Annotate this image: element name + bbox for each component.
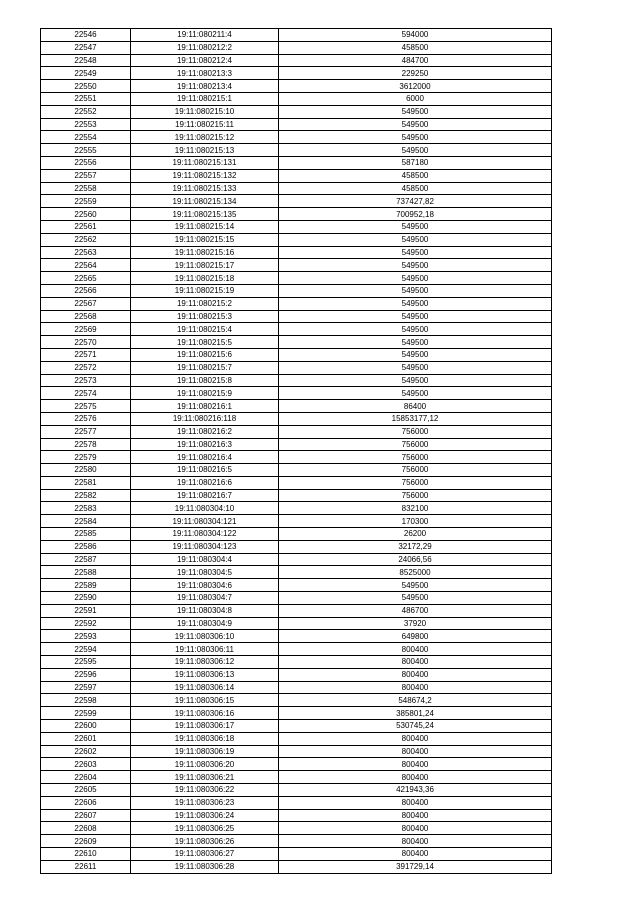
row-number-cell: 22601: [41, 732, 131, 745]
row-number-cell: 22579: [41, 451, 131, 464]
value-cell: 24066,56: [279, 553, 552, 566]
table-row: [41, 272, 552, 285]
value-cell: 32172,29: [279, 540, 552, 553]
table-row: [41, 553, 552, 566]
table-row: [41, 195, 552, 208]
cadastral-number-cell: 19:11:080215:133: [131, 182, 279, 195]
value-cell: 37920: [279, 617, 552, 630]
value-cell: 800400: [279, 656, 552, 669]
value-cell: 458500: [279, 182, 552, 195]
value-cell: 587180: [279, 156, 552, 169]
table-row: [41, 54, 552, 67]
value-cell: 800400: [279, 643, 552, 656]
cadastral-number-cell: 19:11:080215:9: [131, 387, 279, 400]
cadastral-number-cell: 19:11:080306:14: [131, 681, 279, 694]
table-row: [41, 464, 552, 477]
value-cell: 486700: [279, 604, 552, 617]
cadastral-number-cell: 19:11:080304:4: [131, 553, 279, 566]
value-cell: 549500: [279, 361, 552, 374]
row-number-cell: 22591: [41, 604, 131, 617]
cadastral-number-cell: 19:11:080215:19: [131, 284, 279, 297]
row-number-cell: 22551: [41, 92, 131, 105]
value-cell: 800400: [279, 745, 552, 758]
value-cell: 756000: [279, 489, 552, 502]
row-number-cell: 22585: [41, 528, 131, 541]
row-number-cell: 22598: [41, 694, 131, 707]
cadastral-number-cell: 19:11:080215:4: [131, 323, 279, 336]
table-row: [41, 118, 552, 131]
value-cell: 15853177,12: [279, 412, 552, 425]
row-number-cell: 22559: [41, 195, 131, 208]
row-number-cell: 22583: [41, 502, 131, 515]
value-cell: 549500: [279, 592, 552, 605]
row-number-cell: 22548: [41, 54, 131, 67]
cadastral-number-cell: 19:11:080304:5: [131, 566, 279, 579]
row-number-cell: 22597: [41, 681, 131, 694]
row-number-cell: 22593: [41, 630, 131, 643]
table-row: [41, 246, 552, 259]
table-row: [41, 67, 552, 80]
row-number-cell: 22570: [41, 336, 131, 349]
row-number-cell: 22590: [41, 592, 131, 605]
cadastral-number-cell: 19:11:080215:14: [131, 220, 279, 233]
value-cell: 549500: [279, 348, 552, 361]
row-number-cell: 22553: [41, 118, 131, 131]
row-number-cell: 22609: [41, 835, 131, 848]
cadastral-number-cell: 19:11:080306:16: [131, 707, 279, 720]
value-cell: 800400: [279, 758, 552, 771]
table-row: [41, 809, 552, 822]
value-cell: 594000: [279, 29, 552, 42]
table-body: [41, 29, 552, 874]
cadastral-number-cell: 19:11:080215:134: [131, 195, 279, 208]
value-cell: 229250: [279, 67, 552, 80]
table-row: [41, 361, 552, 374]
value-cell: 700952,18: [279, 208, 552, 221]
row-number-cell: 22555: [41, 144, 131, 157]
cadastral-number-cell: 19:11:080215:10: [131, 105, 279, 118]
value-cell: 549500: [279, 272, 552, 285]
cadastral-number-cell: 19:11:080215:1: [131, 92, 279, 105]
cadastral-number-cell: 19:11:080306:24: [131, 809, 279, 822]
cadastral-number-cell: 19:11:080306:22: [131, 784, 279, 797]
row-number-cell: 22562: [41, 233, 131, 246]
value-cell: 649800: [279, 630, 552, 643]
row-number-cell: 22571: [41, 348, 131, 361]
value-cell: 549500: [279, 323, 552, 336]
row-number-cell: 22569: [41, 323, 131, 336]
value-cell: 756000: [279, 476, 552, 489]
table-row: [41, 476, 552, 489]
table-row: [41, 848, 552, 861]
cadastral-number-cell: 19:11:080215:12: [131, 131, 279, 144]
table-row: [41, 41, 552, 54]
value-cell: 800400: [279, 835, 552, 848]
cadastral-number-cell: 19:11:080216:2: [131, 425, 279, 438]
value-cell: 549500: [279, 118, 552, 131]
row-number-cell: 22608: [41, 822, 131, 835]
cadastral-number-cell: 19:11:080306:28: [131, 860, 279, 873]
cadastral-number-cell: 19:11:080306:20: [131, 758, 279, 771]
row-number-cell: 22576: [41, 412, 131, 425]
row-number-cell: 22602: [41, 745, 131, 758]
row-number-cell: 22560: [41, 208, 131, 221]
table-row: [41, 144, 552, 157]
cadastral-number-cell: 19:11:080211:4: [131, 29, 279, 42]
value-cell: 832100: [279, 502, 552, 515]
cadastral-number-cell: 19:11:080306:26: [131, 835, 279, 848]
row-number-cell: 22587: [41, 553, 131, 566]
row-number-cell: 22580: [41, 464, 131, 477]
table-row: [41, 105, 552, 118]
cadastral-number-cell: 19:11:080215:15: [131, 233, 279, 246]
cadastral-number-cell: 19:11:080216:118: [131, 412, 279, 425]
row-number-cell: 22573: [41, 374, 131, 387]
value-cell: 421943,36: [279, 784, 552, 797]
row-number-cell: 22556: [41, 156, 131, 169]
table-row: [41, 592, 552, 605]
cadastral-number-cell: 19:11:080212:2: [131, 41, 279, 54]
table-row: [41, 438, 552, 451]
value-cell: 6000: [279, 92, 552, 105]
value-cell: 549500: [279, 336, 552, 349]
cadastral-number-cell: 19:11:080216:7: [131, 489, 279, 502]
table-row: [41, 169, 552, 182]
value-cell: 800400: [279, 822, 552, 835]
table-row: [41, 860, 552, 873]
row-number-cell: 22565: [41, 272, 131, 285]
table-row: [41, 502, 552, 515]
table-row: [41, 80, 552, 93]
row-number-cell: 22546: [41, 29, 131, 42]
value-cell: 530745,24: [279, 720, 552, 733]
table-row: [41, 528, 552, 541]
value-cell: 549500: [279, 131, 552, 144]
value-cell: 800400: [279, 668, 552, 681]
row-number-cell: 22582: [41, 489, 131, 502]
table-row: [41, 707, 552, 720]
table-row: [41, 668, 552, 681]
value-cell: 756000: [279, 464, 552, 477]
row-number-cell: 22572: [41, 361, 131, 374]
table-row: [41, 822, 552, 835]
row-number-cell: 22586: [41, 540, 131, 553]
row-number-cell: 22552: [41, 105, 131, 118]
cadastral-number-cell: 19:11:080306:18: [131, 732, 279, 745]
cadastral-number-cell: 19:11:080306:11: [131, 643, 279, 656]
cadastral-number-cell: 19:11:080304:7: [131, 592, 279, 605]
row-number-cell: 22595: [41, 656, 131, 669]
table-row: [41, 400, 552, 413]
table-row: [41, 720, 552, 733]
row-number-cell: 22605: [41, 784, 131, 797]
cadastral-number-cell: 19:11:080304:6: [131, 579, 279, 592]
row-number-cell: 22567: [41, 297, 131, 310]
table-row: [41, 732, 552, 745]
value-cell: 458500: [279, 169, 552, 182]
table-row: [41, 515, 552, 528]
value-cell: 549500: [279, 105, 552, 118]
table-row: [41, 643, 552, 656]
cadastral-number-cell: 19:11:080304:10: [131, 502, 279, 515]
table-row: [41, 348, 552, 361]
cadastral-number-cell: 19:11:080304:121: [131, 515, 279, 528]
row-number-cell: 22547: [41, 41, 131, 54]
table-row: [41, 208, 552, 221]
table-row: [41, 156, 552, 169]
value-cell: 800400: [279, 848, 552, 861]
table-row: [41, 617, 552, 630]
table-row: [41, 297, 552, 310]
value-cell: 8525000: [279, 566, 552, 579]
value-cell: 458500: [279, 41, 552, 54]
cadastral-number-cell: 19:11:080306:23: [131, 796, 279, 809]
table-row: [41, 323, 552, 336]
table-row: [41, 336, 552, 349]
table-row: [41, 92, 552, 105]
row-number-cell: 22566: [41, 284, 131, 297]
table-row: [41, 489, 552, 502]
table-row: [41, 310, 552, 323]
cadastral-number-cell: 19:11:080212:4: [131, 54, 279, 67]
cadastral-number-cell: 19:11:080215:131: [131, 156, 279, 169]
value-cell: 800400: [279, 771, 552, 784]
table-row: [41, 220, 552, 233]
cadastral-number-cell: 19:11:080306:25: [131, 822, 279, 835]
row-number-cell: 22568: [41, 310, 131, 323]
value-cell: 549500: [279, 284, 552, 297]
row-number-cell: 22592: [41, 617, 131, 630]
row-number-cell: 22557: [41, 169, 131, 182]
table-row: [41, 374, 552, 387]
cadastral-number-cell: 19:11:080215:5: [131, 336, 279, 349]
row-number-cell: 22611: [41, 860, 131, 873]
table-row: [41, 540, 552, 553]
cadastral-number-cell: 19:11:080215:2: [131, 297, 279, 310]
cadastral-number-cell: 19:11:080215:18: [131, 272, 279, 285]
table-row: [41, 835, 552, 848]
value-cell: 800400: [279, 732, 552, 745]
row-number-cell: 22589: [41, 579, 131, 592]
value-cell: 391729,14: [279, 860, 552, 873]
table-row: [41, 29, 552, 42]
row-number-cell: 22584: [41, 515, 131, 528]
value-cell: 800400: [279, 796, 552, 809]
value-cell: 548674,2: [279, 694, 552, 707]
table-row: [41, 630, 552, 643]
table-row: [41, 758, 552, 771]
row-number-cell: 22588: [41, 566, 131, 579]
value-cell: 549500: [279, 246, 552, 259]
cadastral-number-cell: 19:11:080216:5: [131, 464, 279, 477]
cadastral-number-cell: 19:11:080216:1: [131, 400, 279, 413]
value-cell: 170300: [279, 515, 552, 528]
cadastral-number-cell: 19:11:080215:6: [131, 348, 279, 361]
table-row: [41, 182, 552, 195]
cadastral-number-cell: 19:11:080306:21: [131, 771, 279, 784]
row-number-cell: 22577: [41, 425, 131, 438]
row-number-cell: 22599: [41, 707, 131, 720]
cadastral-number-cell: 19:11:080215:7: [131, 361, 279, 374]
cadastral-number-cell: 19:11:080306:27: [131, 848, 279, 861]
row-number-cell: 22554: [41, 131, 131, 144]
row-number-cell: 22574: [41, 387, 131, 400]
cadastral-number-cell: 19:11:080215:135: [131, 208, 279, 221]
table-row: [41, 284, 552, 297]
cadastral-number-cell: 19:11:080215:16: [131, 246, 279, 259]
value-cell: 26200: [279, 528, 552, 541]
value-cell: 549500: [279, 374, 552, 387]
table-row: [41, 771, 552, 784]
table-row: [41, 131, 552, 144]
row-number-cell: 22606: [41, 796, 131, 809]
row-number-cell: 22563: [41, 246, 131, 259]
cadastral-number-cell: 19:11:080304:9: [131, 617, 279, 630]
cadastral-number-cell: 19:11:080306:13: [131, 668, 279, 681]
cadastral-number-cell: 19:11:080213:3: [131, 67, 279, 80]
row-number-cell: 22549: [41, 67, 131, 80]
cadastral-number-cell: 19:11:080215:11: [131, 118, 279, 131]
row-number-cell: 22558: [41, 182, 131, 195]
cadastral-number-cell: 19:11:080216:4: [131, 451, 279, 464]
value-cell: 756000: [279, 425, 552, 438]
cadastral-value-table: [40, 28, 552, 874]
row-number-cell: 22575: [41, 400, 131, 413]
value-cell: 549500: [279, 297, 552, 310]
cadastral-number-cell: 19:11:080304:122: [131, 528, 279, 541]
cadastral-number-cell: 19:11:080215:3: [131, 310, 279, 323]
table-row: [41, 412, 552, 425]
row-number-cell: 22564: [41, 259, 131, 272]
value-cell: 549500: [279, 387, 552, 400]
table-row: [41, 656, 552, 669]
value-cell: 549500: [279, 310, 552, 323]
cadastral-number-cell: 19:11:080215:13: [131, 144, 279, 157]
table-row: [41, 694, 552, 707]
row-number-cell: 22610: [41, 848, 131, 861]
cadastral-number-cell: 19:11:080304:8: [131, 604, 279, 617]
row-number-cell: 22561: [41, 220, 131, 233]
table-row: [41, 784, 552, 797]
cadastral-number-cell: 19:11:080216:3: [131, 438, 279, 451]
cadastral-number-cell: 19:11:080213:4: [131, 80, 279, 93]
cadastral-number-cell: 19:11:080215:17: [131, 259, 279, 272]
cadastral-number-cell: 19:11:080216:6: [131, 476, 279, 489]
table-row: [41, 579, 552, 592]
value-cell: 737427,82: [279, 195, 552, 208]
value-cell: 549500: [279, 259, 552, 272]
cadastral-number-cell: 19:11:080215:132: [131, 169, 279, 182]
table-row: [41, 233, 552, 246]
table-row: [41, 604, 552, 617]
row-number-cell: 22581: [41, 476, 131, 489]
value-cell: 800400: [279, 681, 552, 694]
table-row: [41, 259, 552, 272]
value-cell: 549500: [279, 233, 552, 246]
row-number-cell: 22578: [41, 438, 131, 451]
value-cell: 484700: [279, 54, 552, 67]
value-cell: 3612000: [279, 80, 552, 93]
table-row: [41, 425, 552, 438]
table-row: [41, 566, 552, 579]
value-cell: 549500: [279, 579, 552, 592]
cadastral-number-cell: 19:11:080306:17: [131, 720, 279, 733]
table-row: [41, 796, 552, 809]
value-cell: 86400: [279, 400, 552, 413]
value-cell: 385801,24: [279, 707, 552, 720]
row-number-cell: 22604: [41, 771, 131, 784]
table-row: [41, 451, 552, 464]
cadastral-number-cell: 19:11:080215:8: [131, 374, 279, 387]
row-number-cell: 22603: [41, 758, 131, 771]
row-number-cell: 22594: [41, 643, 131, 656]
cadastral-number-cell: 19:11:080304:123: [131, 540, 279, 553]
cadastral-number-cell: 19:11:080306:19: [131, 745, 279, 758]
cadastral-number-cell: 19:11:080306:10: [131, 630, 279, 643]
row-number-cell: 22607: [41, 809, 131, 822]
value-cell: 756000: [279, 451, 552, 464]
row-number-cell: 22550: [41, 80, 131, 93]
row-number-cell: 22596: [41, 668, 131, 681]
table-row: [41, 387, 552, 400]
cadastral-number-cell: 19:11:080306:12: [131, 656, 279, 669]
value-cell: 549500: [279, 144, 552, 157]
table-row: [41, 681, 552, 694]
value-cell: 756000: [279, 438, 552, 451]
value-cell: 800400: [279, 809, 552, 822]
row-number-cell: 22600: [41, 720, 131, 733]
cadastral-number-cell: 19:11:080306:15: [131, 694, 279, 707]
table-row: [41, 745, 552, 758]
value-cell: 549500: [279, 220, 552, 233]
